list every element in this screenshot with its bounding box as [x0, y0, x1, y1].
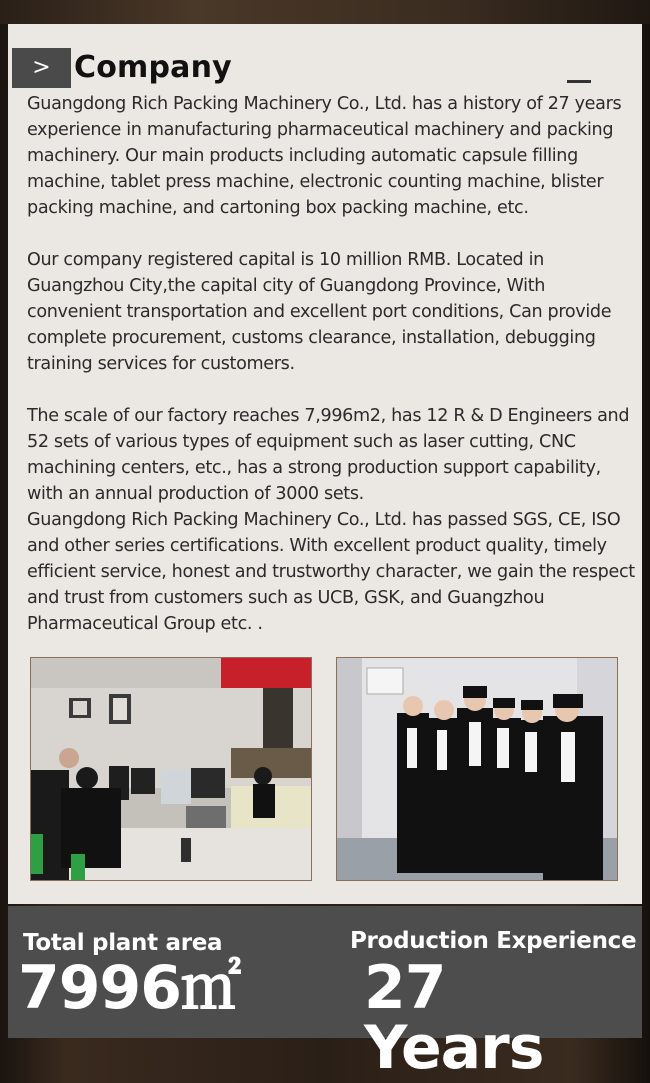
chevron-right-icon: > [32, 55, 51, 80]
plant-area-value: 7996㎡ [18, 953, 240, 1023]
background-top [0, 0, 650, 24]
company-card [8, 24, 642, 904]
minimize-icon[interactable] [567, 80, 591, 83]
plant-area-label: Total plant area [23, 930, 223, 956]
stats-panel [8, 906, 642, 1083]
experience-value: 27 Years [364, 953, 544, 1083]
team-photo [336, 657, 618, 881]
expand-button[interactable] [12, 48, 71, 88]
company-description: Guangdong Rich Packing Machinery Co., Ltd. has a history of 27 years experience in manufacturing pharmaceutical machinery and packing machinery. Our main products including automatic capsule filling machine, tablet press machine, electronic counting machine, blister packing machine, and cartoning box packing machine, etc. Our company registered capital is 10 million RMB. Located in Guangzhou City,the capital city of Guangdong Province, With convenient transportation and excellent port conditions, Can provide complete procurement, customs clearance, installation, debugging training services for customers. The scale of our factory reaches 7,996m2, has 12 R & D Engineers and 52 sets of various types of equipment such as laser cutting, CNC machining centers, etc., has a strong production support capability, with an annual production of 3000 sets. Guangdong Rich Packing Machinery Co., Ltd. has passed SGS, CE, ISO and other series certifications. With excellent product quality, timely efficient service, honest and trustworthy character, we gain the respect and trust from customers such as UCB, GSK, and Guangzhou Pharmaceutical Group etc. . [27, 94, 635, 634]
page-title: Company [74, 50, 232, 85]
experience-label: Production Experience [350, 928, 637, 954]
office-photo [30, 657, 312, 881]
